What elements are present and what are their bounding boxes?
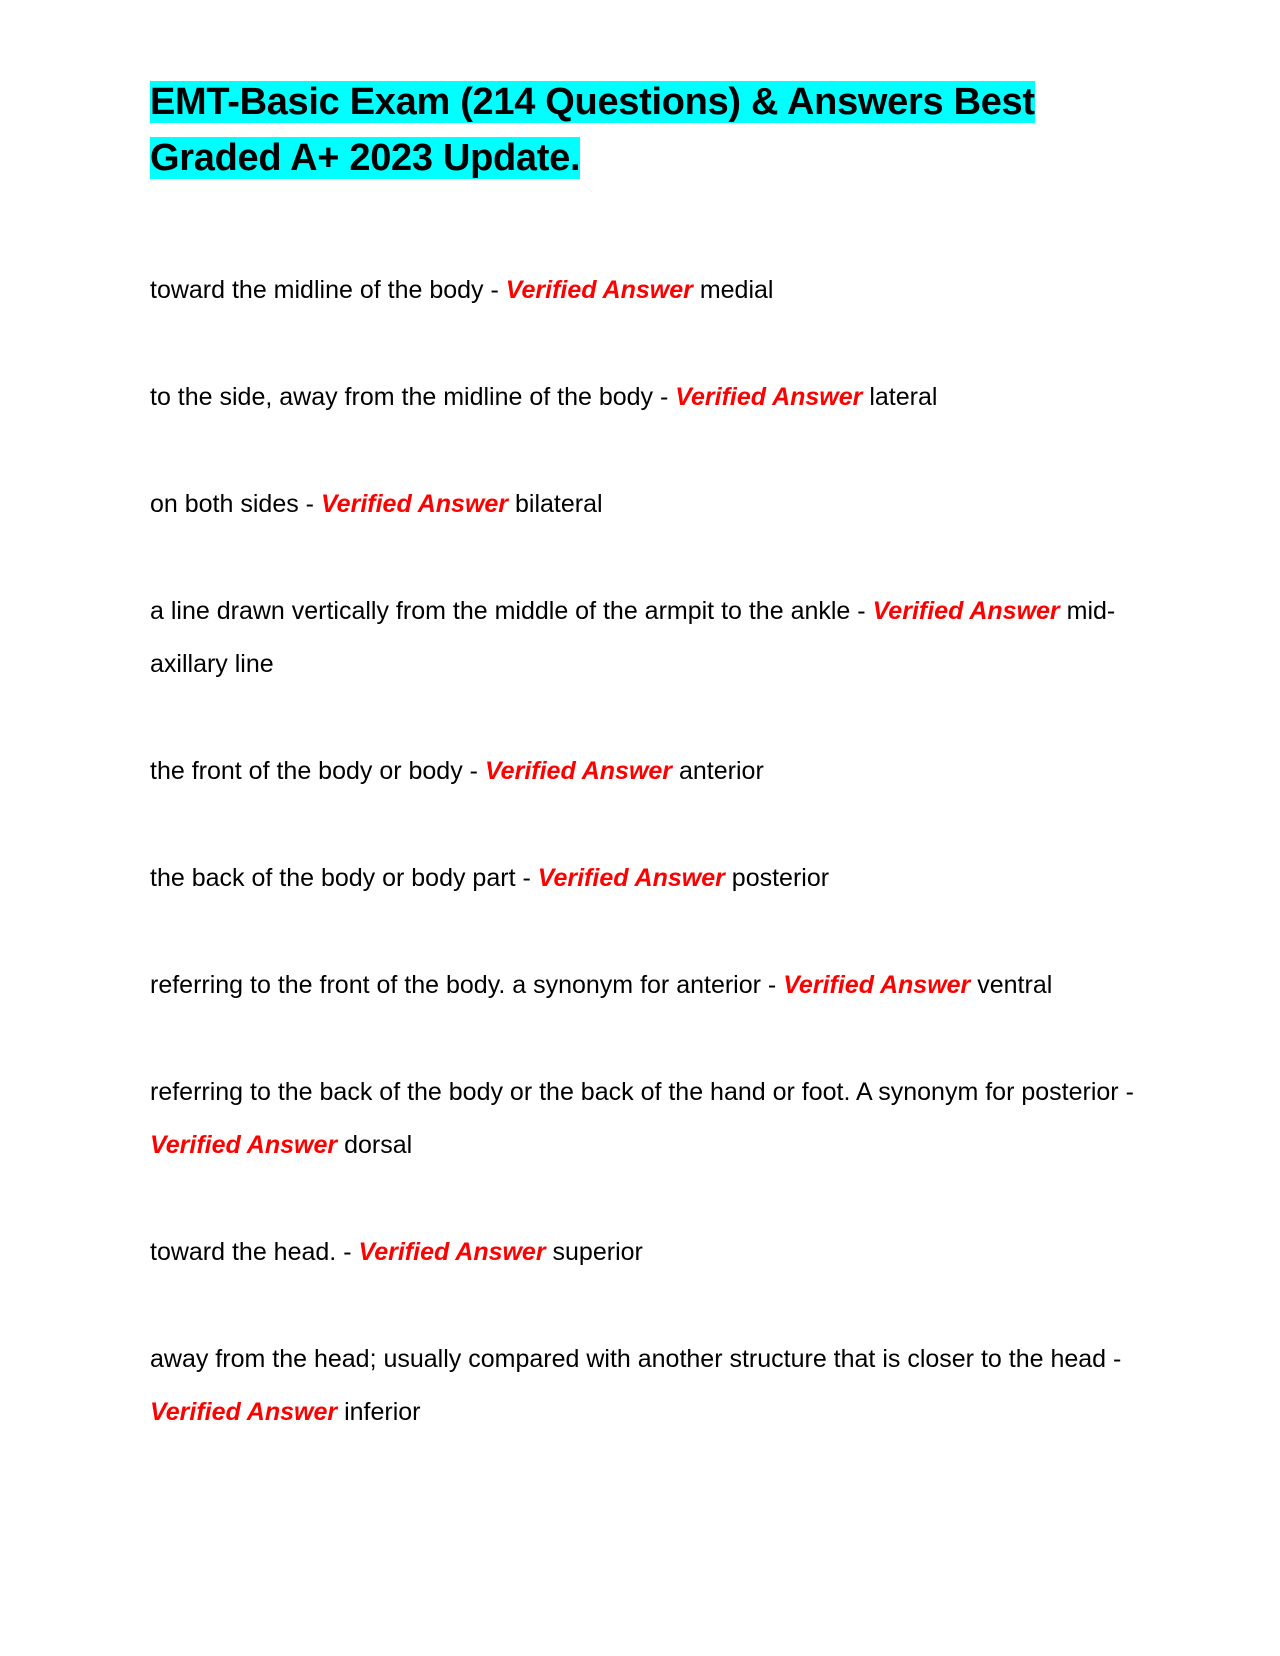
qa-separator: - (850, 597, 873, 625)
document-title-text: EMT-Basic Exam (214 Questions) & Answers Best Graded A+ 2023 Update. (150, 81, 1035, 179)
qa-item (150, 959, 1140, 1012)
qa-item (150, 371, 1140, 424)
qa-item (150, 745, 1140, 798)
qa-item (150, 585, 1140, 691)
qa-separator: - (1106, 1345, 1122, 1373)
qa-answer: posterior (731, 864, 830, 892)
qa-question: toward the head. (150, 1238, 337, 1266)
qa-question: the front of the body or body (150, 757, 463, 785)
document-page (150, 74, 1140, 1493)
qa-separator: - (336, 1238, 359, 1266)
verified-answer-label: Verified Answer (358, 1238, 546, 1266)
qa-question: the back of the body or body part (150, 864, 516, 892)
verified-answer-label: Verified Answer (537, 864, 725, 892)
verified-answer-label: Verified Answer (783, 971, 971, 999)
verified-answer-label: Verified Answer (320, 490, 509, 518)
qa-separator: - (1118, 1078, 1134, 1106)
qa-answer: anterior (679, 757, 764, 785)
verified-answer-label: Verified Answer (675, 383, 863, 411)
qa-separator: - (298, 490, 321, 518)
qa-question: referring to the front of the body. a synonym for anterior (150, 971, 761, 999)
verified-answer-label: Verified Answer (872, 597, 1060, 625)
qa-question: toward the midline of the body (150, 276, 484, 304)
qa-item (150, 1333, 1140, 1439)
qa-question: away from the head; usually compared with another structure that is closer to the head (150, 1345, 1107, 1373)
qa-item (150, 1066, 1140, 1172)
qa-question: a line drawn vertically from the middle of the armpit to the ankle (150, 597, 851, 625)
qa-question: on both sides (150, 490, 299, 518)
qa-answer: ventral (977, 971, 1053, 999)
qa-answer: superior (552, 1238, 643, 1266)
qa-item (150, 852, 1140, 905)
verified-answer-label: Verified Answer (484, 757, 673, 785)
verified-answer-label: Verified Answer (150, 1398, 338, 1426)
qa-item (150, 1226, 1140, 1279)
verified-answer-label: Verified Answer (150, 1131, 338, 1159)
qa-answer: medial (699, 276, 774, 304)
qa-separator: - (760, 971, 784, 999)
qa-answer: inferior (344, 1398, 421, 1426)
qa-item (150, 478, 1140, 531)
qa-question: referring to the back of the body or the back of the hand or foot. A synonym for posterior (150, 1078, 1119, 1106)
qa-answer: mid-axillary line (150, 597, 1116, 678)
verified-answer-label: Verified Answer (505, 276, 693, 304)
qa-item (150, 264, 1140, 317)
qa-question: to the side, away from the midline of the body (150, 383, 654, 411)
qa-answer: bilateral (515, 490, 603, 518)
qa-separator: - (515, 864, 538, 892)
qa-separator: - (462, 757, 485, 785)
qa-separator: - (483, 276, 506, 304)
qa-answer: lateral (869, 383, 938, 411)
qa-list (150, 264, 1140, 1439)
document-title (150, 74, 1140, 186)
qa-separator: - (653, 383, 676, 411)
qa-answer: dorsal (344, 1131, 413, 1159)
